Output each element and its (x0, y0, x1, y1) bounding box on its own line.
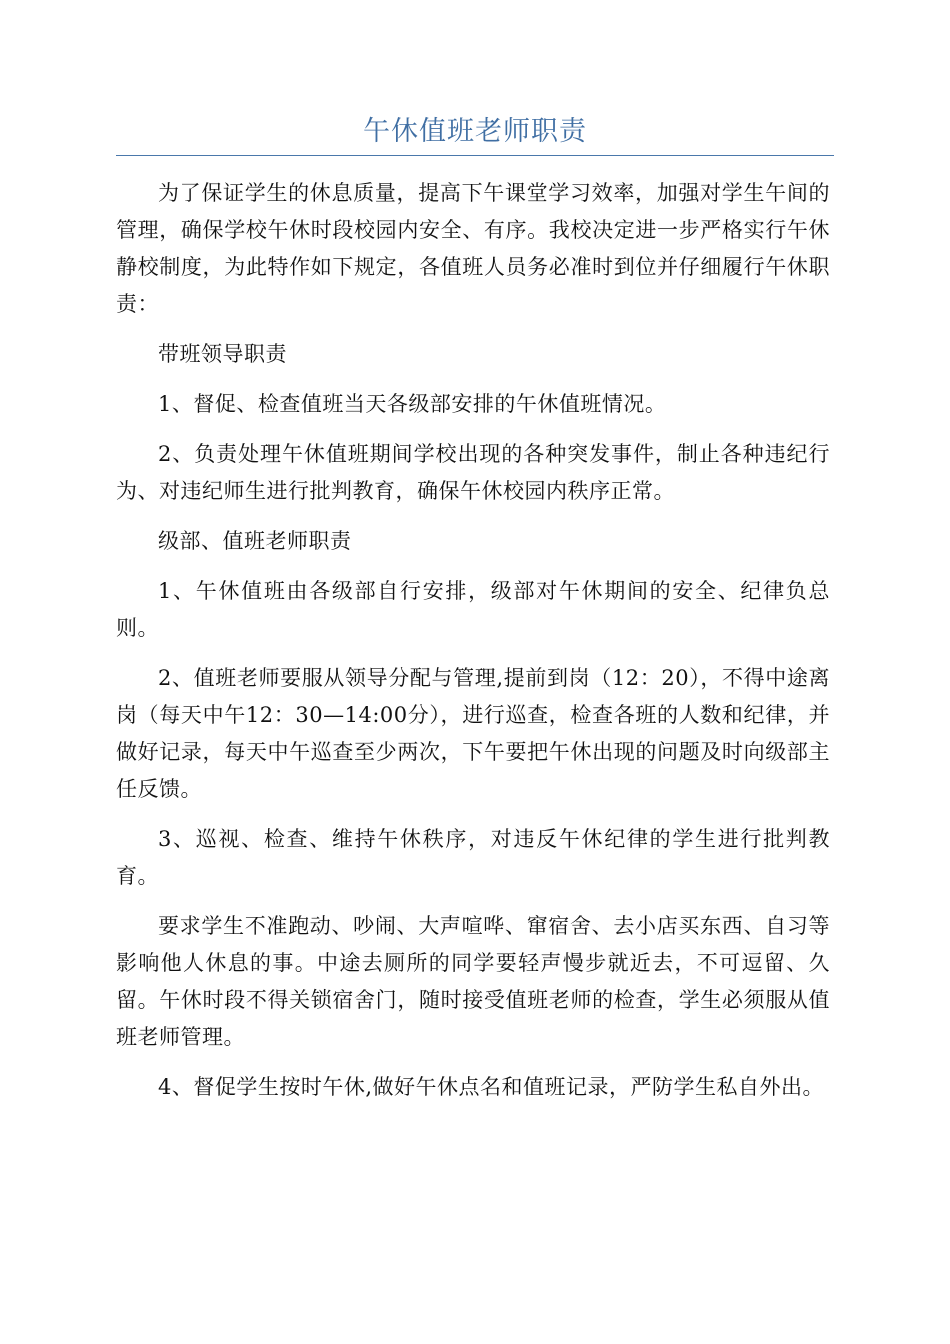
document-body (116, 175, 830, 1119)
teacher-duty-4: 4、督促学生按时午休,做好午休点名和值班记录，严防学生私自外出。 (158, 1075, 825, 1099)
teacher-duty-3: 3、巡视、检查、维持午休秩序，对违反午休纪律的学生进行批判教育。 (116, 827, 830, 888)
page-title: 午休值班老师职责 (363, 116, 587, 147)
intro-paragraph: 为了保证学生的休息质量，提高下午课堂学习效率，加强对学生午间的管理，确保学校午休时段校园内安全、有序。我校决定进一步严格实行午休静校制度，为此特作如下规定，各值班人员务必准时到位并仔细履行午休职责： (116, 181, 830, 316)
teacher-duty-1: 1、午休值班由各级部自行安排，级部对午休期间的安全、纪律负总则。 (116, 579, 830, 640)
teacher-duty-2: 2、值班老师要服从领导分配与管理,提前到岗（12：20），不得中途离岗（每天中午12：30—14:00分），进行巡查，检查各班的人数和纪律，并做好记录，每天中午巡查至少两次，下午要把午休出现的问题及时向级部主任反馈。 (116, 666, 830, 801)
student-requirements-paragraph: 要求学生不准跑动、吵闹、大声喧哗、窜宿舍、去小店买东西、自习等影响他人休息的事。中途去厕所的同学要轻声慢步就近去，不可逗留、久留。午休时段不得关锁宿舍门，随时接受值班老师的检查，学生必须服从值班老师管理。 (116, 914, 830, 1049)
leader-duty-2: 2、负责处理午休值班期间学校出现的各种突发事件，制止各种违纪行为、对违纪师生进行批判教育，确保午休校园内秩序正常。 (116, 442, 830, 503)
section-heading-teacher-duties: 级部、值班老师职责 (158, 529, 352, 553)
title-underline (116, 155, 834, 156)
section-heading-leader-duties: 带班领导职责 (158, 342, 287, 366)
leader-duty-1: 1、督促、检查值班当天各级部安排的午休值班情况。 (158, 392, 667, 416)
